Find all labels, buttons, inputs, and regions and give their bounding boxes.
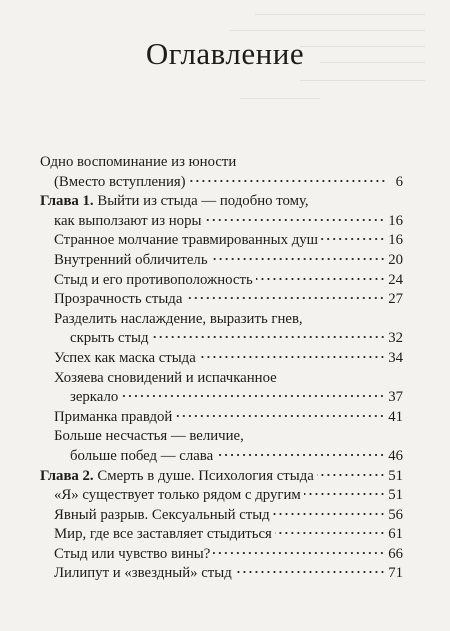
- page-number: 41: [388, 408, 403, 425]
- toc-entry-text: Стыд или чувство вины?: [54, 545, 211, 562]
- toc-entry-title: [54, 408, 172, 428]
- toc-entry-title: [54, 564, 232, 584]
- toc-entry-text: больше побед — слава: [70, 447, 214, 464]
- page-number: 6: [395, 173, 403, 190]
- page-number: 66: [388, 545, 403, 562]
- toc-entry-title: [54, 525, 272, 545]
- toc-entry-title: [54, 212, 201, 232]
- toc-entry: [40, 486, 403, 506]
- dot-leader: [275, 531, 385, 535]
- dot-leader: [189, 179, 386, 183]
- toc-entry: [40, 310, 403, 330]
- dot-leader: [304, 492, 385, 496]
- dot-leader: [256, 277, 385, 281]
- toc-entry: [40, 153, 403, 173]
- toc-entry: [40, 506, 403, 526]
- toc-entry-text: (Вместо вступления): [54, 173, 186, 190]
- page-number: 71: [388, 565, 403, 582]
- dot-leader: [211, 257, 386, 261]
- toc-entry: [40, 388, 403, 408]
- dot-leader: [321, 237, 385, 241]
- toc-entry-title: [54, 310, 303, 330]
- toc-entry: [40, 231, 403, 251]
- toc-entry-text: Приманка правдой: [54, 408, 173, 425]
- dot-leader: [185, 296, 385, 300]
- toc-entry: [40, 251, 403, 271]
- chapter-label: Глава 2.: [40, 467, 94, 484]
- toc-entry-title: [40, 153, 236, 173]
- toc-entry-text: Явный разрыв. Сексуальный стыд: [54, 506, 270, 523]
- dot-leader: [121, 394, 385, 398]
- toc-entry-title: [70, 447, 213, 467]
- table-of-contents: [40, 153, 403, 584]
- toc-entry-text: Мир, где все заставляет стыдиться: [54, 526, 272, 543]
- toc-entry-title: [54, 369, 277, 389]
- toc-entry-text: Хозяева сновидений и испачканное: [54, 369, 277, 386]
- toc-entry-title: [54, 173, 186, 193]
- dot-leader: [273, 512, 386, 516]
- toc-entry: [40, 290, 403, 310]
- dot-leader: [199, 355, 385, 359]
- page-number: 20: [388, 251, 403, 268]
- page-number: 16: [388, 232, 403, 249]
- toc-entry-text: Выйти из стыда — подобно тому,: [93, 193, 309, 210]
- dot-leader: [235, 570, 385, 574]
- page-title: Оглавление: [145, 36, 305, 71]
- toc-entry-title: [54, 271, 253, 291]
- toc-entry: [40, 467, 403, 487]
- toc-entry: [40, 545, 403, 565]
- toc-entry: [40, 525, 403, 545]
- toc-entry-title: [54, 251, 208, 271]
- toc-entry-text: Прозрачность стыда: [54, 291, 183, 308]
- toc-entry: [40, 369, 403, 389]
- dot-leader: [317, 473, 385, 477]
- toc-entry-text: Больше несчастья — величие,: [54, 428, 244, 445]
- toc-entry: [40, 427, 403, 447]
- toc-entry-text: Одно воспоминание из юности: [40, 154, 237, 170]
- toc-entry: [40, 564, 403, 584]
- toc-entry: [40, 447, 403, 467]
- toc-entry: [40, 192, 403, 212]
- toc-entry-title: [54, 486, 301, 506]
- toc-entry-title: [40, 467, 314, 487]
- toc-entry-text: зеркало: [70, 389, 119, 406]
- toc-entry-text: Разделить наслаждение, выразить гнев,: [54, 310, 303, 327]
- toc-entry-title: [70, 329, 149, 349]
- page-number: 37: [388, 389, 403, 406]
- page-number: 56: [388, 506, 403, 523]
- dot-leader: [216, 453, 385, 457]
- page-number: 16: [388, 212, 403, 229]
- dot-leader: [213, 551, 385, 555]
- toc-entry-text: скрыть стыд: [70, 330, 149, 347]
- toc-entry: [40, 349, 403, 369]
- toc-entry-text: Внутренний обличитель: [54, 251, 208, 268]
- toc-entry-title: [54, 427, 244, 447]
- dot-leader: [175, 414, 385, 418]
- toc-entry-text: Лилипут и «звездный» стыд: [54, 565, 232, 582]
- dot-leader: [152, 335, 386, 339]
- toc-entry-title: [54, 506, 270, 526]
- toc-entry-title: [54, 545, 210, 565]
- toc-entry: [40, 329, 403, 349]
- page-number: 27: [388, 291, 403, 308]
- page-number: 61: [388, 526, 403, 543]
- toc-entry-title: [54, 231, 318, 251]
- page-number: 51: [388, 487, 403, 504]
- toc-entry-title: [70, 388, 118, 408]
- toc-entry: [40, 212, 403, 232]
- toc-entry-text: Успех как маска стыда: [54, 349, 196, 366]
- page-number: 46: [388, 447, 403, 464]
- page-number: 24: [388, 271, 403, 288]
- page-number: 51: [388, 467, 403, 484]
- toc-entry-title: [40, 192, 309, 212]
- toc-entry: [40, 173, 403, 193]
- toc-entry-title: [54, 290, 182, 310]
- toc-entry: [40, 408, 403, 428]
- toc-entry-text: как выползают из норы: [54, 212, 202, 229]
- page-number: 32: [388, 330, 403, 347]
- toc-entry: [40, 271, 403, 291]
- toc-entry-text: Странное молчание травмированных душ: [54, 232, 319, 249]
- toc-entry-text: «Я» существует только рядом с другим: [54, 487, 301, 504]
- dot-leader: [204, 218, 385, 222]
- toc-entry-text: Стыд и его противоположность: [54, 271, 253, 288]
- toc-entry-title: [54, 349, 196, 369]
- chapter-label: Глава 1.: [40, 193, 94, 210]
- page-number: 34: [388, 349, 403, 366]
- toc-entry-text: Смерть в душе. Психология стыда: [93, 467, 314, 484]
